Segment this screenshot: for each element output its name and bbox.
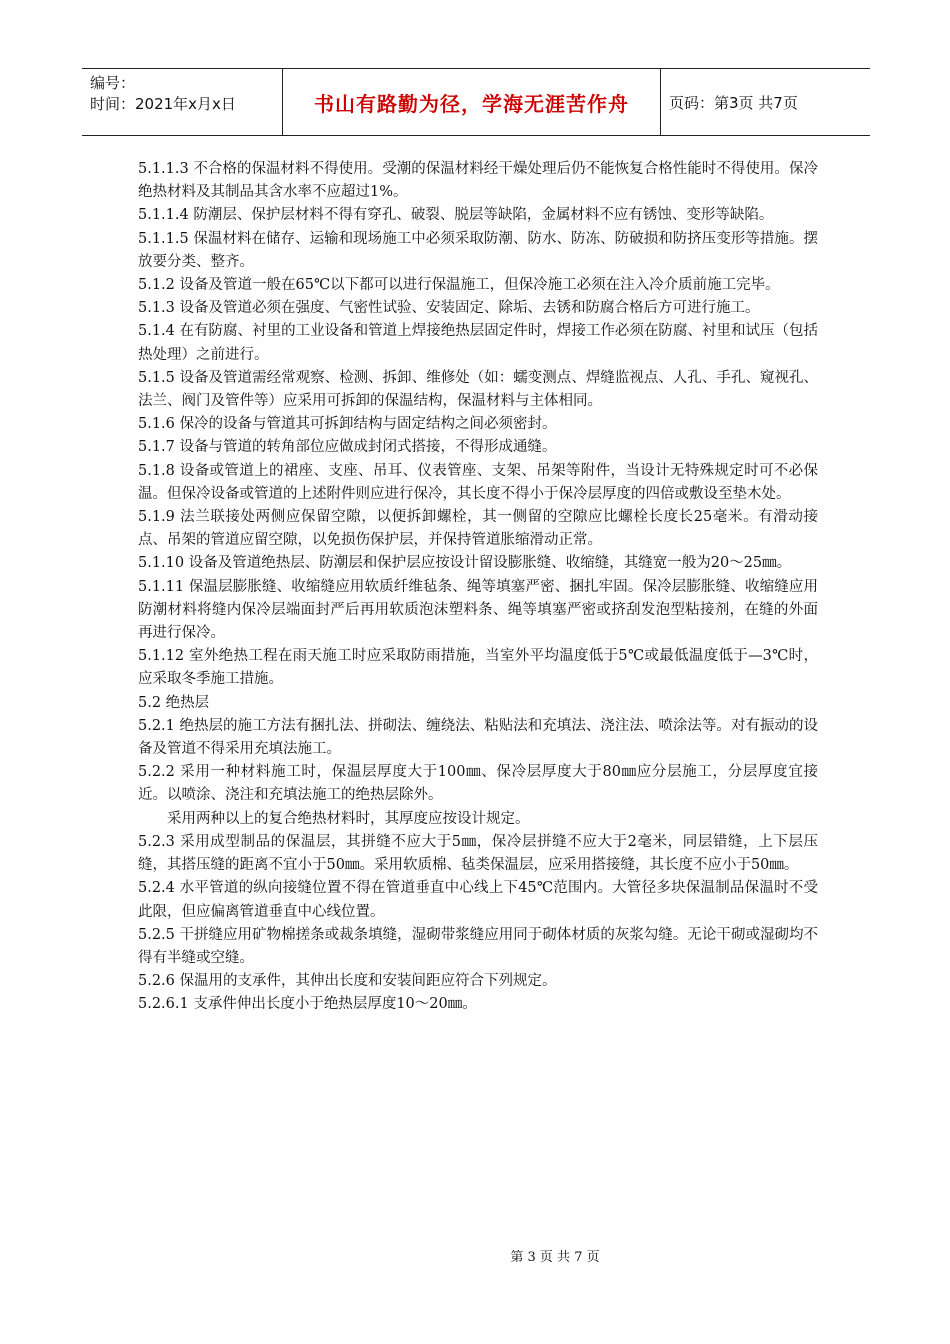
paragraph: 5.1.6 保冷的设备与管道其可拆卸结构与固定结构之间必须密封。 xyxy=(138,416,557,433)
paragraph: 5.2.4 水平管道的纵向接缝位置不得在管道垂直中心线上下45℃范围内。大管径多块保温制品保温时不受此限，但应偏离管道垂直中心线位置。 xyxy=(138,880,818,920)
paragraph: 5.2.1 绝热层的施工方法有捆扎法、拼砌法、缠绕法、粘贴法和充填法、浇注法、喷涂法等。对有振动的设备及管道不得采用充填法施工。 xyxy=(138,717,818,758)
paragraph: 5.2.6.1 支承件伸出长度小于绝热层厚度10～20㎜。 xyxy=(138,996,477,1013)
paragraph: 5.1.1.4 防潮层、保护层材料不得有穿孔、破裂、脱层等缺陷，金属材料不应有锈蚀、变形等缺陷。 xyxy=(138,207,774,224)
paragraph: 5.1.1.5 保温材料在储存、运输和现场施工中必须采取防潮、防水、防冻、防破损和防挤压变形等措施。摆放要分类、整齐。 xyxy=(138,230,818,270)
paragraph: 5.2.6 保温用的支承件，其伸出长度和安装间距应符合下列规定。 xyxy=(138,973,557,990)
paragraph: 5.1.5 设备及管道需经常观察、检测、拆卸、维修处（如：蠕变测点、焊缝监视点、人孔、手孔、窥视孔、法兰、阀门及管件等）应采用可拆卸的保温结构，保温材料与主体相同。 xyxy=(138,369,818,410)
paragraph: 5.1.1.3 不合格的保温材料不得使用。受潮的保温材料经干燥处理后仍不能恢复合格性能时不得使用。保冷绝热材料及其制品其含水率不应超过1%。 xyxy=(138,161,818,201)
paragraph: 5.2.5 干拼缝应用矿物棉搓条或裁条填缝，湿砌带浆缝应用同于砌体材质的灰浆勾缝。无论干砌或湿砌均不得有半缝或空缝。 xyxy=(138,926,818,966)
paragraph: 5.1.11 保温层膨胀缝、收缩缝应用软质纤维毡条、绳等填塞严密、捆扎牢固。保冷层膨胀缝、收缩缝应用防潮材料将缝内保冷层端面封严后再用软质泡沫塑料条、绳等填塞严密或挤刮发泡型粘接剂，在缝的外面再进行保冷。 xyxy=(138,578,818,642)
section-heading: 5.2 绝热层 xyxy=(138,694,210,711)
page-footer: 第 3 页 共 7 页 xyxy=(510,1250,600,1265)
paragraph: 5.1.7 设备与管道的转角部位应做成封闭式搭接，不得形成通缝。 xyxy=(138,439,557,456)
paragraph: 5.1.12 室外绝热工程在雨天施工时应采取防雨措施，当室外平均温度低于5℃或最低温度低于—3℃时，应采取冬季施工措施。 xyxy=(138,648,818,688)
paragraph: 5.1.9 法兰联接处两侧应保留空隙，以便拆卸螺栓，其一侧留的空隙应比螺栓长度长25毫米。有滑动接点、吊架的管道应留空隙，以免损伤保护层，并保持管道胀缩滑动正常。 xyxy=(138,509,818,549)
date-label: 时间：2021年x月x日 xyxy=(90,95,236,113)
paragraph: 采用两种以上的复合绝热材料时，其厚度应按设计规定。 xyxy=(167,810,530,827)
paragraph: 5.1.8 设备或管道上的裙座、支座、吊耳、仪表管座、支架、吊架等附件，当设计无特殊规定时可不必保温。但保冷设备或管道的上述附件则应进行保冷，其长度不得小于保冷层厚度的四倍或敷设至垫木处。 xyxy=(138,462,818,502)
paragraph: 5.1.3 设备及管道必须在强度、气密性试验、安装固定、除垢、去锈和防腐合格后方可进行施工。 xyxy=(138,300,760,317)
paragraph: 5.2.2 采用一种材料施工时，保温层厚度大于100㎜、保冷层厚度大于80㎜应分层施工，分层厚度宜接近。以喷涂、浇注和充填法施工的绝热层除外。 xyxy=(138,764,818,804)
paragraph: 5.2.3 采用成型制品的保温层，其拼缝不应大于5㎜，保冷层拼缝不应大于2毫米，同层错缝，上下层压缝，其搭压缝的距离不宜小于50㎜。采用软质棉、毡类保温层，应采用搭接缝，其长度不应小于50㎜。 xyxy=(138,833,818,874)
header-meta xyxy=(82,69,283,135)
paragraph: 5.1.2 设备及管道一般在65℃以下都可以进行保温施工，但保冷施工必须在注入冷介质前施工完毕。 xyxy=(138,277,780,294)
document-body xyxy=(138,158,818,1017)
serial-label: 编号： xyxy=(90,74,136,92)
header-motto: 书山有路勤为径，学海无涯苦作舟 xyxy=(283,69,661,135)
paragraph: 5.1.4 在有防腐、衬里的工业设备和管道上焊接绝热层固定件时，焊接工作必须在防腐、衬里和试压（包括热处理）之前进行。 xyxy=(138,323,818,363)
page-header xyxy=(82,68,870,136)
header-page-label: 页码：第3页 共7页 xyxy=(669,93,798,112)
paragraph: 5.1.10 设备及管道绝热层、防潮层和保护层应按设计留设膨胀缝、收缩缝，其缝宽一般为20～25㎜。 xyxy=(138,555,792,572)
